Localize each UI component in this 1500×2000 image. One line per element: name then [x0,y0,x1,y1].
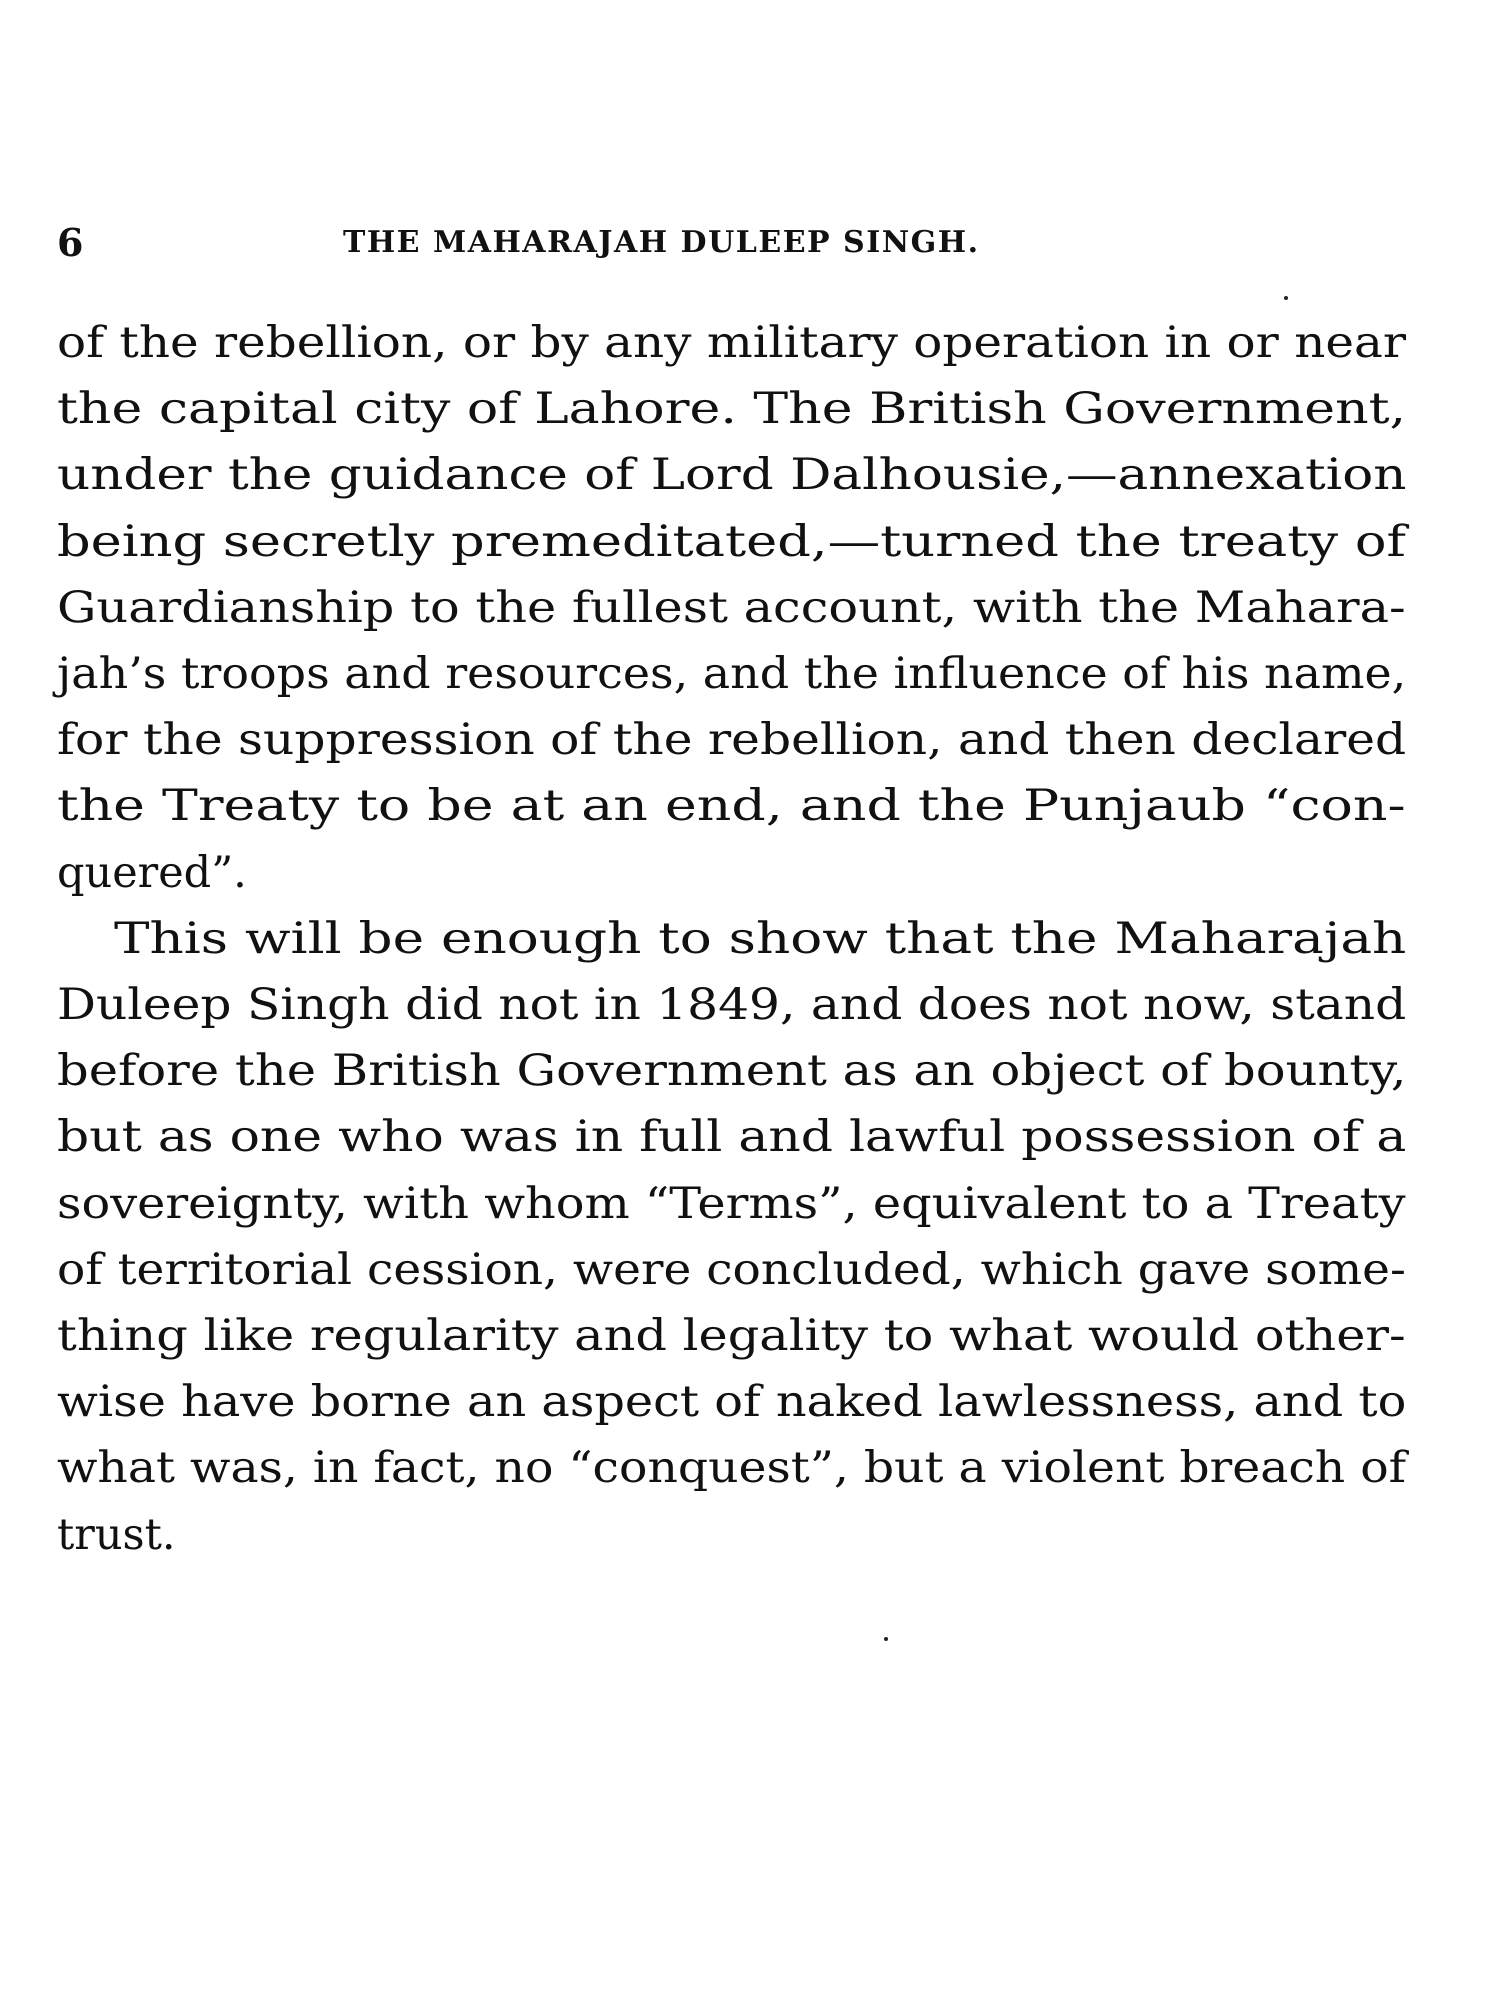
paragraph-first-line: This will be enough to show that the Maharajah [114,914,1407,964]
text-line: for the suppression of the rebellion, and then declared [57,715,1407,765]
stray-print-mark [884,1637,888,1641]
text-line: before the British Government as an object of bounty, [57,1046,1407,1096]
text-line: under the guidance of Lord Dalhousie,—annexation [57,450,1407,500]
text-line: Guardianship to the fullest account, with the Mahara- [57,583,1406,633]
text-line: what was, in fact, no “conquest”, but a violent breach of [57,1443,1407,1493]
running-head [57,218,1165,268]
text-line: sovereignty, with whom “Terms”, equivalent to a Treaty [57,1179,1406,1229]
text-line: but as one who was in full and lawful possession of a [57,1112,1407,1162]
running-head-title: THE MAHARAJAH DULEEP SINGH. [343,225,980,260]
text-line: jah’s troops and resources, and the influence of his name, [57,649,1407,699]
text-line: quered”. [57,848,247,898]
text-line: Duleep Singh did not in 1849, and does not now, stand [57,980,1407,1030]
text-line: of the rebellion, or by any military operation in or near [57,318,1406,368]
text-line: thing like regularity and legality to what would other- [57,1311,1406,1361]
text-line: the capital city of Lahore. The British Government, [57,384,1407,434]
text-line: of territorial cession, were concluded, which gave some- [57,1245,1406,1295]
stray-print-mark [1284,296,1288,300]
text-line: the Treaty to be at an end, and the Punjaub “con- [57,781,1406,831]
text-line: being secretly premeditated,—turned the treaty of [57,517,1406,567]
text-line: wise have borne an aspect of naked lawlessness, and to [57,1377,1407,1427]
text-line: trust. [57,1510,176,1560]
page-number: 6 [57,220,84,265]
